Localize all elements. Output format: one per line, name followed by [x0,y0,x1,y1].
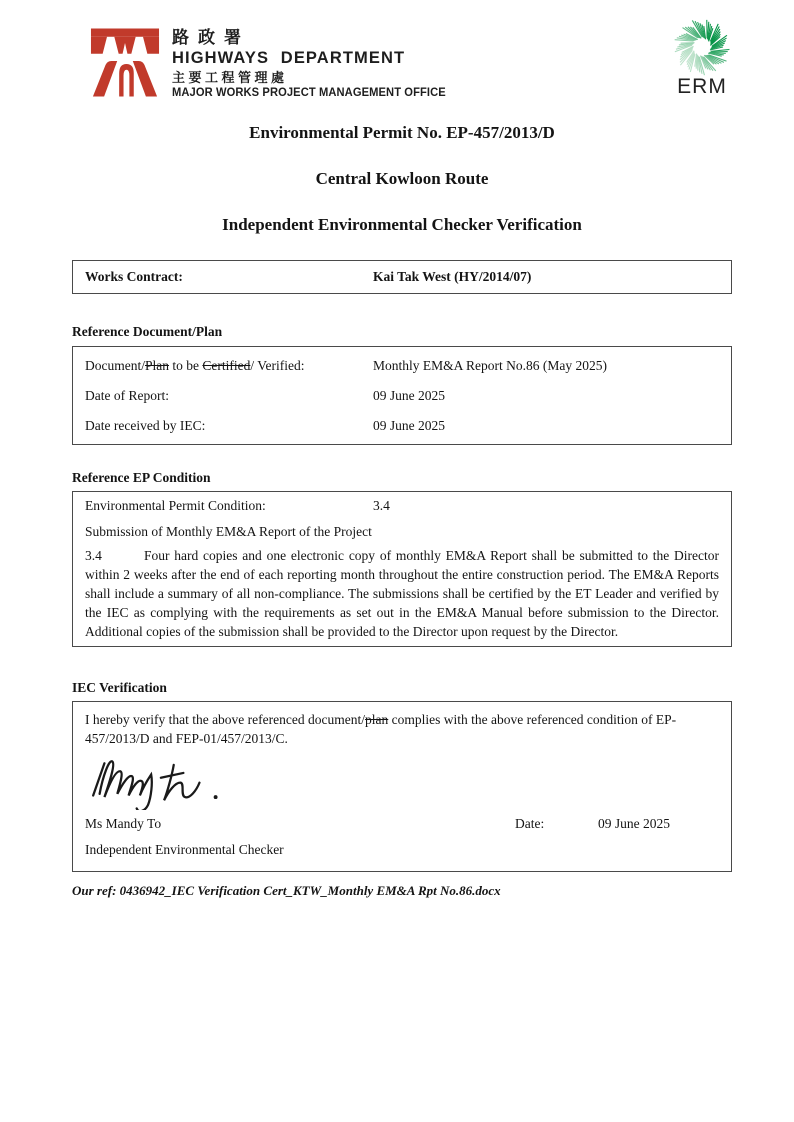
document-verified-value: Monthly EM&A Report No.86 (May 2025) [373,358,607,373]
reference-document-table [72,346,732,445]
department-name-chinese: 路政署 [172,28,250,47]
date-label: Date: [515,816,545,831]
works-contract-label: Works Contract: [85,269,183,284]
ep-condition-box [72,491,732,647]
document-verified-row [85,356,719,375]
struck-word-certified: Certified [202,358,251,373]
signature-handwriting-icon [85,752,285,810]
signatory-title: Independent Environmental Checker [85,842,284,857]
ep-condition-clause [85,546,719,641]
document-titles [72,122,732,235]
date-received-value: 09 June 2025 [373,418,445,433]
ep-condition-label: Environmental Permit Condition: [85,498,266,513]
struck-word-plan: plan [365,712,389,727]
date-received-row [85,416,719,435]
date-of-report-value: 09 June 2025 [373,388,445,403]
reference-document-heading: Reference Document/Plan [72,324,223,339]
signature [85,752,719,810]
department-name-english: HIGHWAYS DEPARTMENT [172,49,406,67]
date-value: 09 June 2025 [598,816,670,831]
ep-condition-value: 3.4 [373,498,390,513]
document-type-title: Independent Environmental Checker Verification [222,215,582,234]
statement-text: I hereby verify that the above referenced document/ [85,712,365,727]
ep-condition-row [85,497,719,515]
ep-condition-heading: Reference EP Condition [72,470,211,485]
label-text: Document/ [85,358,145,373]
date-received-label: Date received by IEC: [85,418,206,433]
date-of-report-label: Date of Report: [85,388,169,403]
verification-statement [85,710,719,748]
our-ref-footer: Our ref: 0436942_IEC Verification Cert_KTW_Monthly EM&A Rpt No.86.docx [72,883,501,898]
office-name-english: MAJOR WORKS PROJECT MANAGEMENT OFFICE [172,87,446,99]
iec-verification-box [72,701,732,872]
date-of-report-row [85,386,719,405]
works-contract-row [85,267,719,286]
document-verified-label [85,356,373,375]
erm-logo-text: ERM [677,75,727,98]
clause-text: Four hard copies and one electronic copy of monthly EM&A Report shall be submitted to the Director within 2 weeks after the end of each reporting month throughout the entire construction period. The EM&A Reports shall include a summary of all non-compliance. The submissions shall be certified by the ET Leader and verified by the IEC as complying with the requirements as set out in the EM&A Manual before submission to the Director. Additional copies of the submission shall be provided to the Director upon request by the Director. [85,548,719,639]
iec-verification-heading: IEC Verification [72,680,167,695]
struck-word-plan: Plan [145,358,170,373]
office-name-chinese: 主要工程管理處 [172,70,288,85]
signatory-row [85,814,719,833]
works-contract-table [72,260,732,294]
statement-text: complies with the above referenced condition of EP-457/2013/D and FEP-01/457/2013/C. [85,712,677,746]
works-contract-value: Kai Tak West (HY/2014/07) [373,269,532,284]
label-text: to be [169,358,203,373]
permit-number-title: Environmental Permit No. EP-457/2013/D [249,123,555,142]
document-body [72,0,732,899]
ep-condition-subject: Submission of Monthly EM&A Report of the Project [85,524,372,539]
label-text: / Verified: [250,358,305,373]
clause-number: 3.4 [85,548,102,563]
signatory-name: Ms Mandy To [85,816,162,831]
project-title: Central Kowloon Route [315,169,489,188]
